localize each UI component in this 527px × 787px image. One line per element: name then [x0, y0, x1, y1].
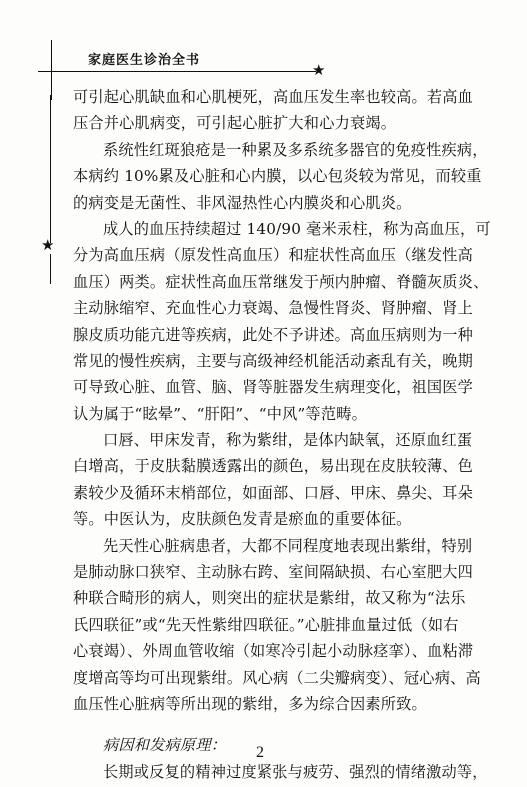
text-line: 氏四联征”或“先天性紫绀四联征。”心脏排血量过低（如右 [73, 615, 459, 634]
text-line: 血压性心脏病等所出现的紫绀，多为综合因素所致。 [73, 694, 427, 713]
paragraph [73, 84, 501, 137]
header-vertical-rule [51, 40, 52, 100]
text-line: 的病变是无菌性、非风湿热性心内膜炎和心肌炎。 [73, 193, 412, 212]
text-line: 心衰竭）、外周血管收缩（如寒冷引起小动脉痉挛）、血粘滞 [73, 642, 474, 661]
text-line: 系统性红斑狼疮是一种累及多系统多器官的免疫性疾病， [103, 140, 488, 159]
text-line: 是肺动脉口狭窄、主动脉右跨、室间隔缺损、右心室肥大四 [73, 563, 474, 582]
text-line: 度增高等均可出现紫绀。风心病（二尖瓣病变）、冠心病、高 [73, 668, 481, 687]
paragraph [73, 216, 501, 427]
text-line: 腺皮质功能亢进等疾病，此处不予讲述。高血压病则为一种 [73, 325, 474, 344]
text-line: 分为高血压病（原发性高血压）和症状性高血压（继发性高 [73, 246, 474, 265]
margin-rule-lower [50, 254, 51, 284]
text-line: 常见的慢性疾病，主要与高级神经机能活动紊乱有关，晚期 [73, 351, 474, 370]
text-line: 可引起心肌缺血和心肌梗死，高血压发生率也较高。若高血 [73, 88, 474, 106]
text-line: 长期或反复的精神过度紧张与疲劳、强烈的情绪激动等， [103, 762, 488, 781]
paragraph [73, 137, 501, 216]
paragraph [73, 533, 501, 718]
running-header-title: 家庭医生诊治全书 [88, 53, 201, 68]
section-spacer [73, 717, 501, 732]
header-star-icon: ★ [312, 61, 326, 79]
text-line: 口唇、甲床发青，称为紫绀，是体内缺氧，还原血红蛋 [103, 431, 473, 450]
text-line: 主动脉缩窄、充血性心力衰竭、急慢性肾炎、肾肿瘤、肾上 [73, 299, 474, 318]
paragraph [73, 427, 501, 533]
page-number: 2 [256, 744, 264, 761]
text-line: 素较少及循环末梢部位，如面部、口唇、甲床、鼻尖、耳朵 [73, 483, 474, 502]
margin-rule-upper [50, 95, 51, 243]
margin-star-icon: ★ [41, 236, 55, 254]
text-line: 血压）两类。症状性高血压常继发于颅内肿瘤、脊髓灰质炎、 [73, 272, 489, 291]
text-line: 本病约 10%累及心脏和心内膜，以心包炎较为常见，而较重 [73, 167, 482, 186]
text-line: 等。中医认为，皮肤颜色发青是瘀血的重要体征。 [73, 510, 412, 529]
text-line: 白增高，于皮肤黏膜透露出的颜色，易出现在皮肤较薄、色 [73, 457, 474, 476]
text-line: 压合并心肌病变，可引起心脏扩大和心力衰竭。 [73, 114, 397, 133]
body-text [73, 84, 501, 785]
text-line: 先天性心脏病患者，大都不同程度地表现出紫绀，特别 [103, 536, 473, 555]
section-heading: 病因和发病原理： [103, 736, 227, 755]
text-line: 成人的血压持续超过 140/90 毫米汞柱，称为高血压，可 [103, 219, 491, 238]
text-line: 种联合畸形的病人，则突出的症状是紫绀，故又称为“法乐 [73, 589, 466, 608]
text-line: 可导致心脏、血管、脑、肾等脏器发生病理变化，祖国医学 [73, 378, 474, 397]
text-line: 认为属于“眩晕”、“肝阳”、“中风”等范畴。 [73, 404, 367, 423]
header-rule [38, 71, 316, 72]
